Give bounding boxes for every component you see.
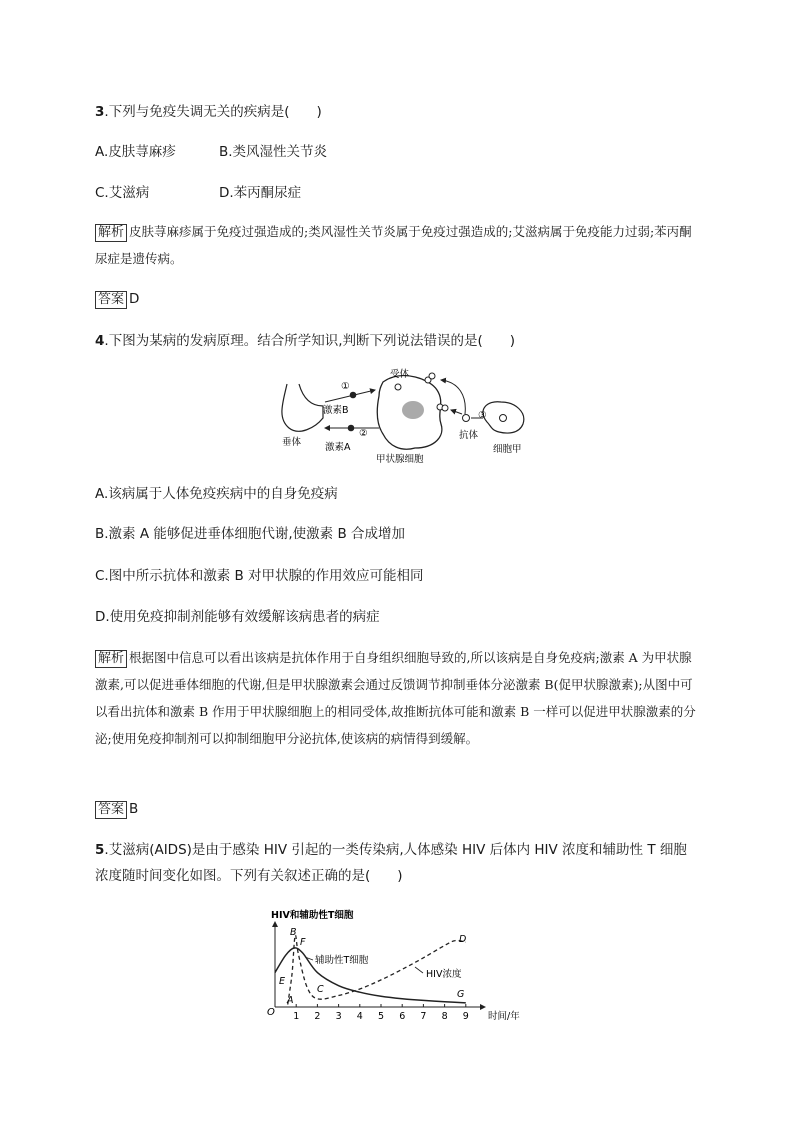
point-label-g: G	[457, 989, 465, 1000]
x-axis-label: 时间/年	[488, 1011, 520, 1022]
origin-label: O	[267, 1007, 275, 1018]
label-receptor: 受体	[390, 369, 410, 380]
q3-option-c: C.艾滋病	[95, 185, 150, 201]
antibody-icon	[463, 415, 470, 422]
q3-analysis: 解析 皮肤荨麻疹属于免疫过强造成的;类风湿性关节炎属于免疫过强造成的;艾滋病属于免疫能力过弱;苯丙酮尿症是遗传病。	[95, 224, 692, 266]
point-label-a: A	[287, 995, 294, 1006]
label-step-2: ②	[359, 428, 368, 439]
q3-option-a: A.皮肤荨麻疹	[95, 144, 176, 160]
q3-option-d: D.苯丙酮尿症	[219, 185, 302, 201]
question-5-stem-line2: 浓度随时间变化如图。下列有关叙述正确的是( )	[95, 868, 403, 884]
pituitary-shape	[282, 384, 323, 431]
analysis-tag: 解析	[95, 224, 127, 242]
question-4-stem: 4.下图为某病的发病原理。结合所学知识,判断下列说法错误的是( )	[95, 333, 516, 349]
label-step-1: ①	[341, 381, 350, 392]
disease-mechanism-figure	[265, 362, 530, 466]
label-thyroid-cell: 甲状腺细胞	[376, 454, 424, 465]
q4-option-d: D.使用免疫抑制剂能够有效缓解该病患者的病症	[95, 609, 380, 625]
point-label-d: D	[459, 934, 467, 945]
x-tick-label: 9	[462, 1011, 469, 1022]
analysis-tag: 解析	[95, 650, 127, 668]
label-hormone-b: 激素B	[323, 405, 349, 416]
x-tick-label: 3	[335, 1011, 342, 1022]
label-step-3: ③	[478, 410, 487, 421]
x-tick-label: 4	[356, 1011, 363, 1022]
question-3-stem: 3.下列与免疫失调无关的疾病是( )	[95, 104, 322, 120]
answer-tag: 答案	[95, 801, 127, 819]
point-label-b: B	[290, 927, 297, 938]
question-5-stem-line1: 5.艾滋病(AIDS)是由于感染 HIV 引起的一类传染病,人体感染 HIV 后体内 HIV 浓度和辅助性 T 细胞	[95, 842, 687, 858]
x-tick-label: 2	[314, 1011, 321, 1022]
q4-option-c: C.图中所示抗体和激素 B 对甲状腺的作用效应可能相同	[95, 568, 424, 584]
antibody-icon	[429, 373, 435, 379]
answer-tag: 答案	[95, 291, 127, 309]
antibody-icon	[442, 405, 448, 411]
antibody-in-cell-icon	[500, 415, 507, 422]
x-tick-label: 1	[293, 1011, 300, 1022]
label-antibody: 抗体	[459, 430, 479, 441]
point-label-e: E	[279, 976, 286, 987]
point-label-c: C	[317, 984, 324, 995]
label-hormone-a: 激素A	[325, 442, 351, 453]
hormone-b-dot	[350, 392, 357, 399]
legend-hiv: HIV浓度	[426, 969, 462, 980]
x-tick-label: 8	[441, 1011, 448, 1022]
q4-answer: 答案 B	[95, 799, 138, 819]
x-tick-label: 6	[399, 1011, 406, 1022]
q3-option-b: B.类风湿性关节炎	[219, 144, 328, 160]
x-tick-label: 5	[378, 1011, 385, 1022]
label-pituitary: 垂体	[282, 437, 302, 448]
hiv-chart	[262, 905, 532, 1023]
q3-answer: 答案 D	[95, 289, 139, 309]
q4-analysis: 解析 根据图中信息可以看出该病是抗体作用于自身组织细胞导致的,所以该病是自身免疫病;激素 A 为甲状腺激素,可以促进垂体细胞的代谢,但是甲状腺激素会通过反馈调节抑制垂体分泌激素 B(促甲状腺激素);从图中可以看出抗体和激素 B 作用于甲状腺细胞上的相同受体,故推断抗体可能和激素 B 一样可以促进甲状腺激素的分泌;使用免疫抑制剂可以抑制细胞甲分泌抗体,使该病的病情得到缓解。	[95, 650, 696, 746]
hormone-a-dot	[348, 425, 355, 432]
point-label-f: F	[300, 937, 306, 948]
q4-option-b: B.激素 A 能够促进垂体细胞代谢,使激素 B 合成增加	[95, 526, 406, 542]
nucleus-shape	[402, 401, 424, 419]
chart-title: HIV和辅助性T细胞	[271, 910, 354, 921]
x-tick-label: 7	[420, 1011, 427, 1022]
q4-option-a: A.该病属于人体免疫疾病中的自身免疫病	[95, 486, 338, 502]
label-cell-a: 细胞甲	[493, 444, 522, 455]
receptor-icon	[395, 384, 401, 390]
legend-t-cell: 辅助性T细胞	[315, 955, 369, 966]
